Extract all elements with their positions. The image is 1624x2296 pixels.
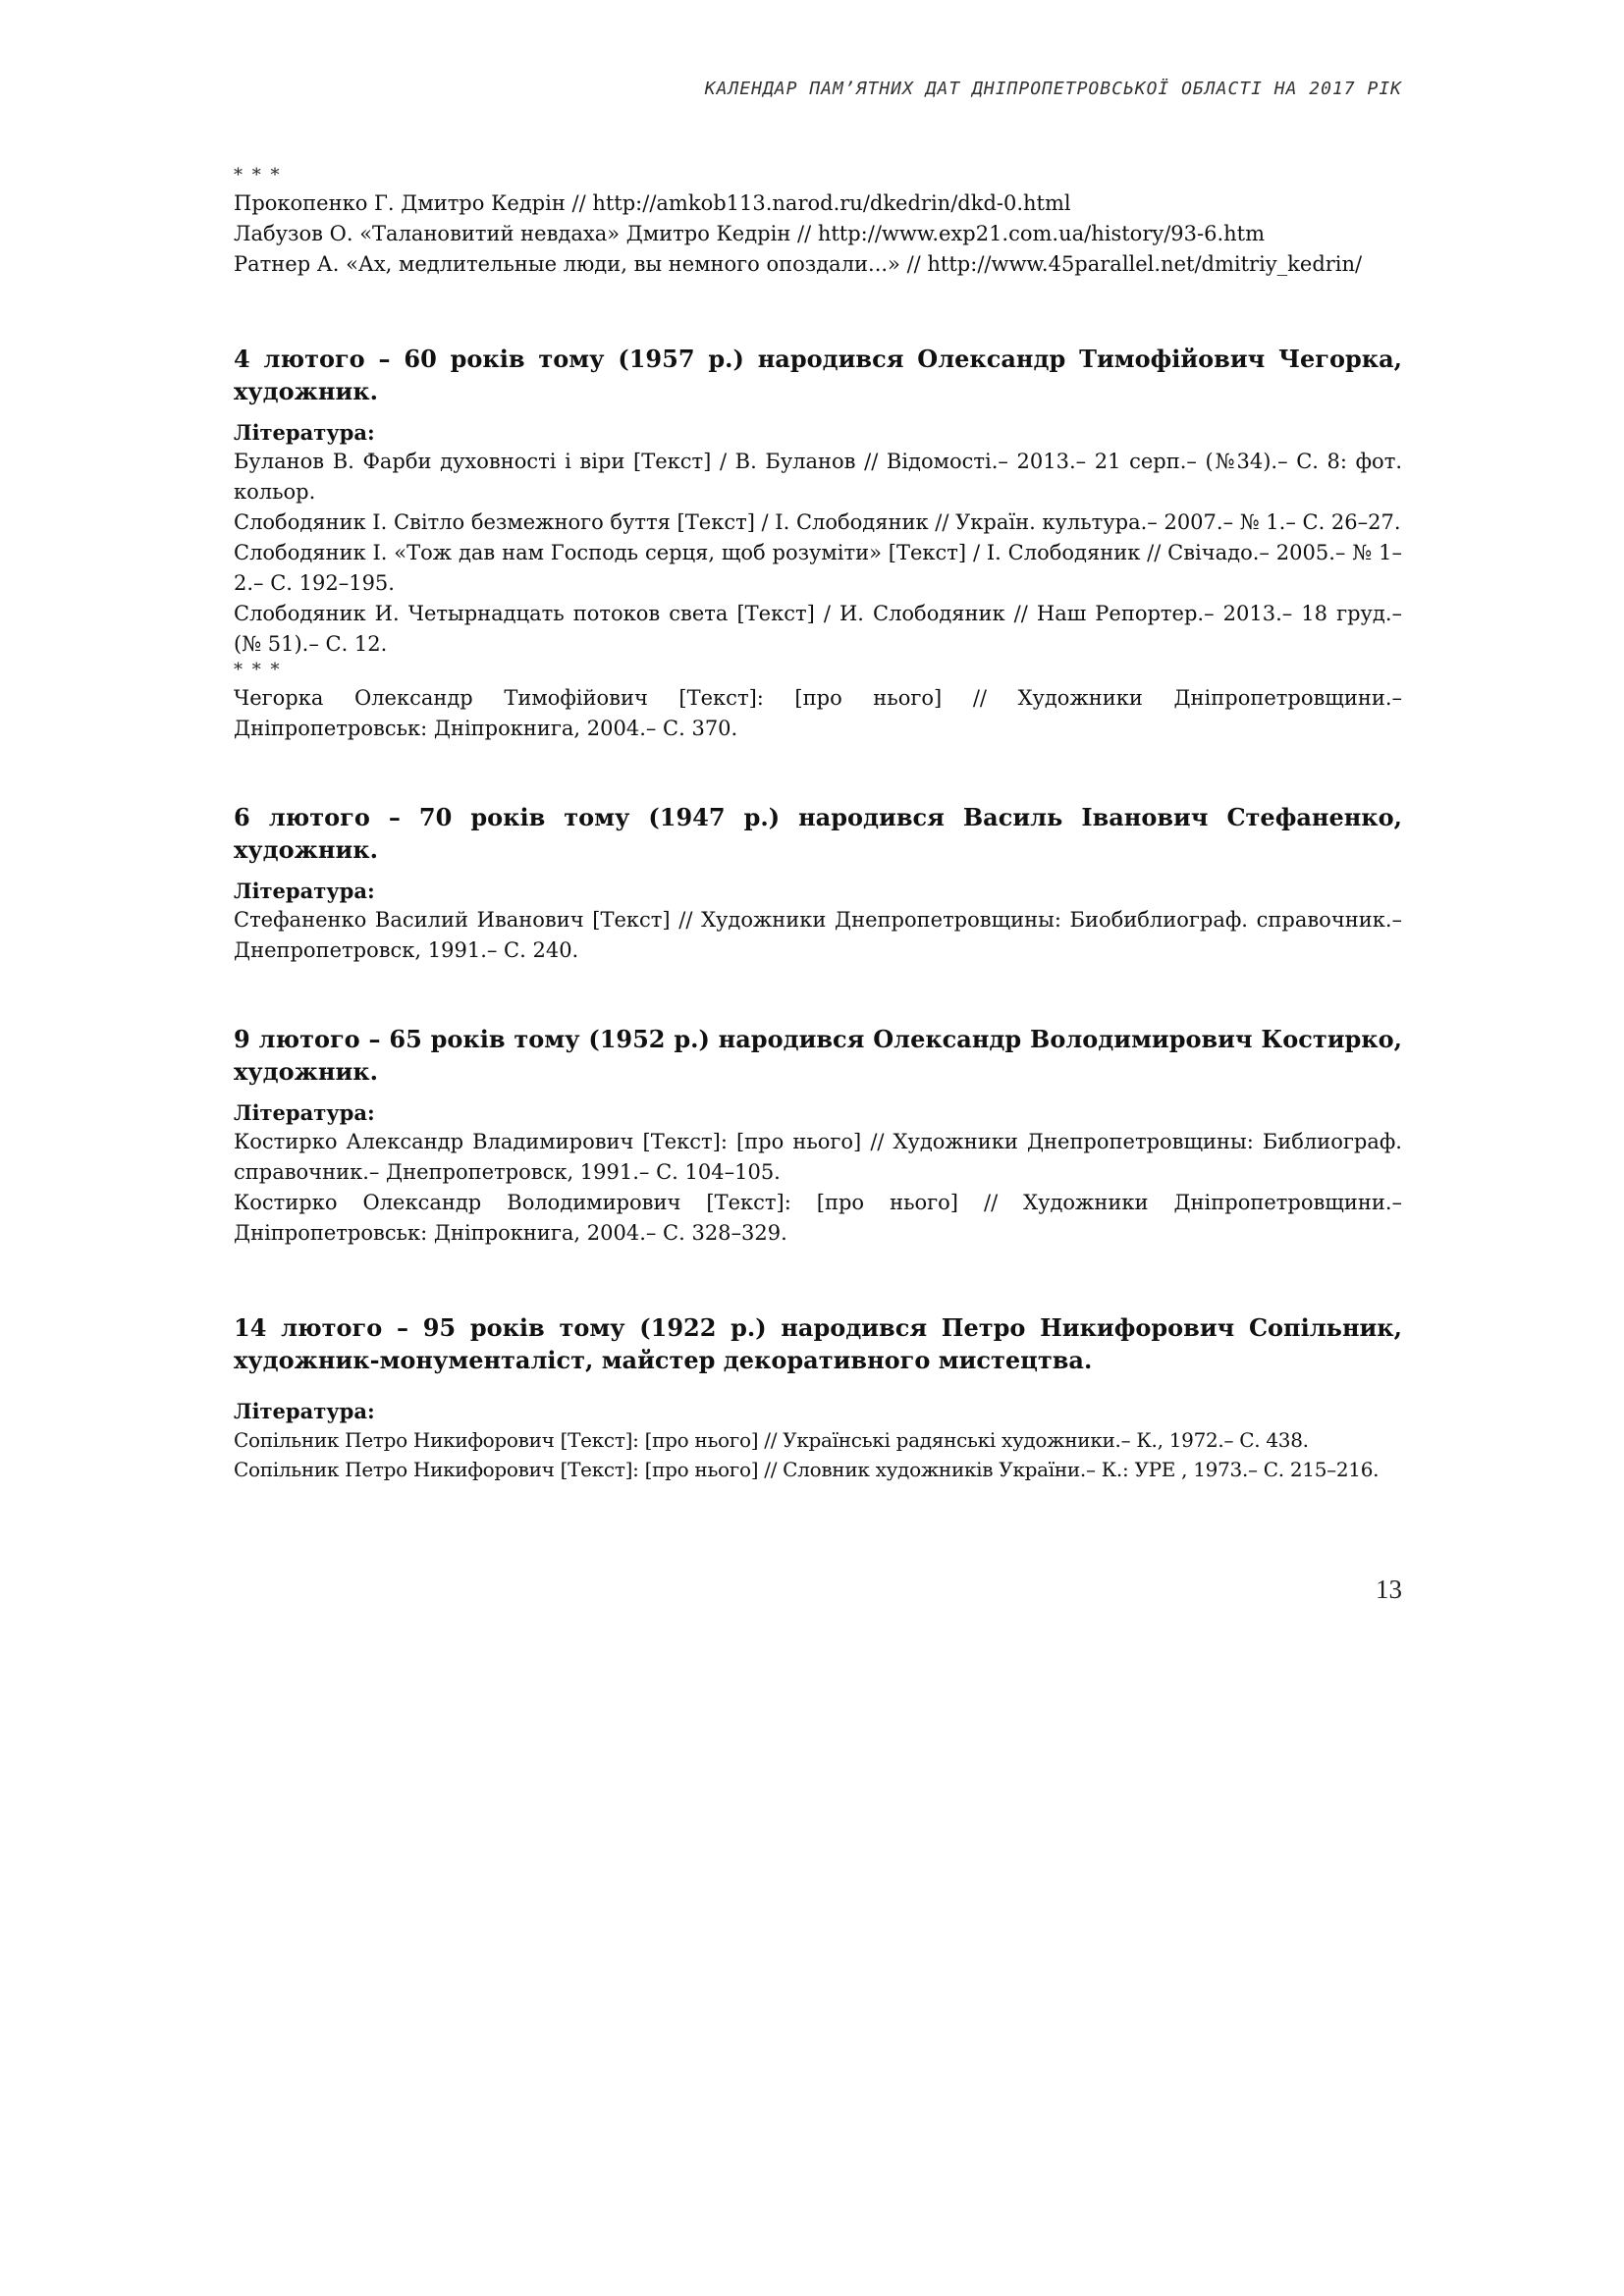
reference-item: Чегорка Олександр Тимофійович [Текст]: [про нього] // Художники Дніпропетровщини.– Дніпропетровськ: Дніпрокнига, 2004.– С. 370. (234, 686, 1402, 740)
reference-item: Костирко Александр Владимирович [Текст]: [про нього] // Художники Днепропетровщины: Библиограф. справочник.– Днепропетровск, 1991.– С. 104–105. (234, 1130, 1402, 1184)
page-number: 13 (1376, 1575, 1402, 1604)
entry-title: 6 лютого – 70 років тому (1947 р.) народився Василь Іванович Стефаненко, художник. (234, 803, 1402, 864)
reference-item: Лабузов О. «Талановитий невдаха» Дмитро Кедрін // http://www.exp21.com.ua/history/93-6.htm (234, 222, 1266, 245)
reference-item: Буланов В. Фарби духовності і віри [Текст] / В. Буланов // Відомості.– 2013.– 21 серп.– (№34).– С. 8: фот. кольор. (234, 450, 1402, 504)
date-entry (234, 343, 1402, 744)
literature-label: Література: (234, 1100, 375, 1125)
entry-title: 4 лютого – 60 років тому (1957 р.) народився Олександр Тимофійович Чегорка, художник. (234, 345, 1402, 405)
separator-stars: * * * (234, 165, 282, 186)
page-content (234, 165, 1402, 1484)
reference-item: Ратнер А. «Ах, медлительные люди, вы немного опоздали...» // http://www.45parallel.net/dmitriy_kedrin/ (234, 252, 1363, 276)
reference-item: Сопільник Петро Никифорович [Текст]: [про нього] // Українські радянські художники.– К., 1972.– С. 438. (234, 1428, 1309, 1452)
reference-item: Костирко Олександр Володимирович [Текст]: [про нього] // Художники Дніпропетровщини.– Дніпропетровськ: Дніпрокнига, 2004.– С. 328–329. (234, 1191, 1402, 1245)
running-header: КАЛЕНДАР ПАМ’ЯТНИХ ДАТ ДНІПРОПЕТРОВСЬКОЇ ОБЛАСТІ НА 2017 РІК (704, 79, 1402, 99)
reference-item: Слободяник И. Четырнадцать потоков света [Текст] / И. Слободяник // Наш Репортер.– 2013.– 18 груд.– (№ 51).– С. 12. (234, 602, 1402, 656)
document-page (234, 0, 1402, 2296)
reference-item: Слободяник І. Світло безмежного буття [Текст] / І. Слободяник // Україн. культура.– 2007.– № 1.– С. 26–27. (234, 510, 1401, 534)
separator-stars: * * * (234, 660, 282, 680)
date-entry (234, 801, 1402, 966)
reference-item: Стефаненко Василий Иванович [Текст] // Художники Днепропетровщины: Биобиблиограф. справочник.– Днепропетровск, 1991.– С. 240. (234, 908, 1402, 962)
literature-label: Література: (234, 879, 375, 903)
literature-label: Література: (234, 1399, 375, 1423)
entry-title: 9 лютого – 65 років тому (1952 р.) народився Олександр Володимирович Костирко, художник. (234, 1025, 1402, 1086)
reference-item: Слободяник І. «Тож дав нам Господь серця, щоб розуміти» [Текст] / І. Слободяник // Свічадо.– 2005.– № 1–2.– С. 192–195. (234, 541, 1402, 595)
entry-title: 14 лютого – 95 років тому (1922 р.) народився Петро Никифорович Сопільник, художник-монументаліст, майстер декоративного мистецтва. (234, 1313, 1402, 1374)
date-entry (234, 1023, 1402, 1249)
reference-item: Прокопенко Г. Дмитро Кедрін // http://amkob113.narod.ru/dkedrin/dkd-0.html (234, 191, 1071, 215)
reference-item: Сопільник Петро Никифорович [Текст]: [про нього] // Словник художників України.– К.: УРЕ , 1973.– С. 215–216. (234, 1458, 1380, 1481)
literature-label: Література: (234, 420, 375, 445)
date-entry (234, 1311, 1402, 1484)
intro-references (234, 165, 1402, 280)
